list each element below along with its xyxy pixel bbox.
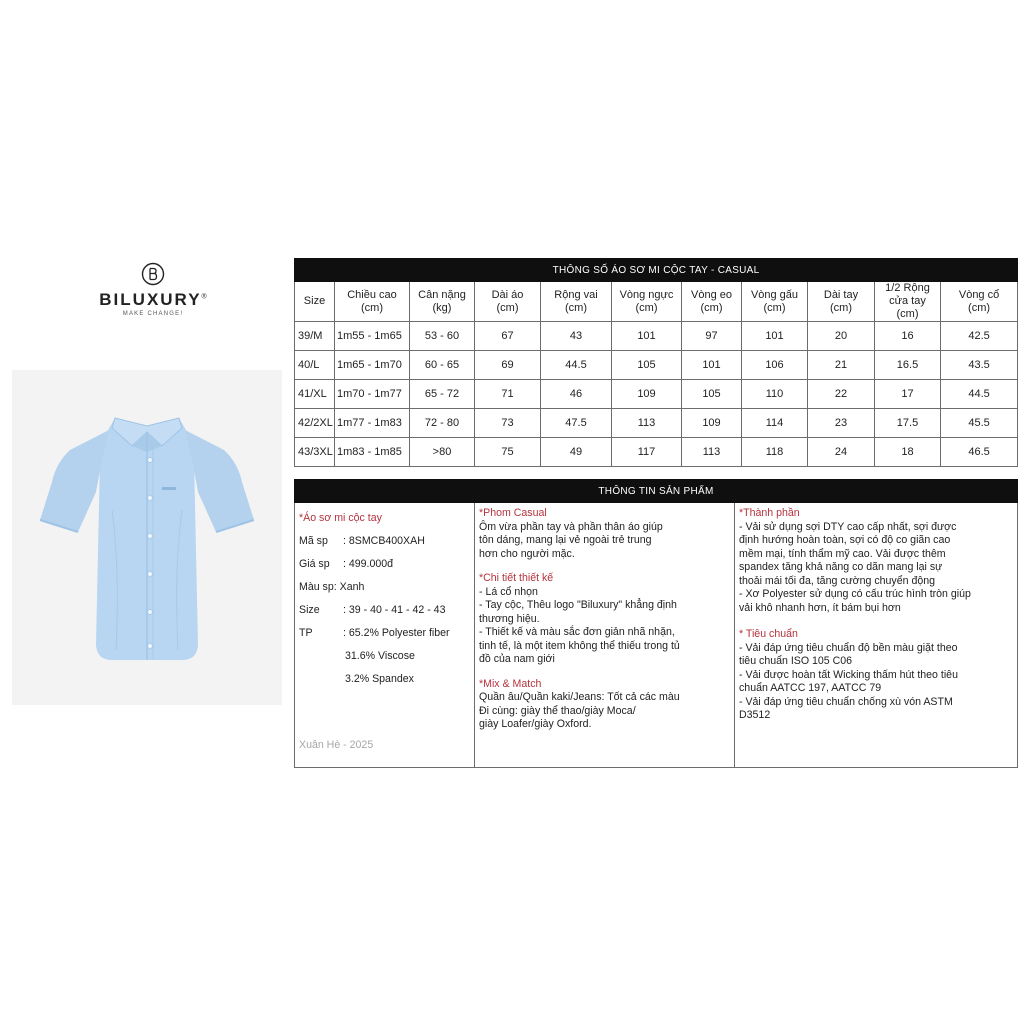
text-line: thương hiệu. xyxy=(479,612,540,625)
shirt-right-sleeve xyxy=(185,430,254,532)
text-line: định hướng hoàn toàn, sợi có độ co giãn cao xyxy=(739,534,951,546)
section-heading-standards: * Tiêu chuẩn xyxy=(739,628,798,640)
text-line: - Vải đáp ứng tiêu chuẩn chống xù vón ASTM xyxy=(739,695,953,708)
table-cell: 60 - 65 xyxy=(410,351,475,380)
table-cell: 110 xyxy=(742,380,808,409)
product-photo xyxy=(12,370,282,705)
product-code: Mã sp : 8SMCB400XAH xyxy=(299,535,425,547)
text-line: thoải mái tối đa, tăng cường chuyển động xyxy=(739,574,936,587)
table-cell: 44.5 xyxy=(541,351,612,380)
table-cell: 118 xyxy=(742,438,808,467)
table-cell: 101 xyxy=(682,351,742,380)
table-cell: 65 - 72 xyxy=(410,380,475,409)
text-line: tiêu chuẩn ISO 105 C06 xyxy=(739,655,853,667)
text-line: tôn dáng, mang lại vẻ ngoài trẻ trung xyxy=(479,534,652,546)
text-line: D3512 xyxy=(739,709,771,721)
table-cell: 113 xyxy=(682,438,742,467)
table-cell: 40/L xyxy=(295,351,335,380)
table-cell: 24 xyxy=(808,438,875,467)
size-spec-table xyxy=(294,258,1018,467)
table-cell: 1m83 - 1m85 xyxy=(335,438,410,467)
header-weight: Cân nặng (kg) xyxy=(410,282,475,322)
registered-mark: ® xyxy=(201,293,207,301)
text-line: hơn cho người mặc. xyxy=(479,547,575,560)
text-line: - Xơ Polyester sử dụng có cấu trúc hình tròn giúp xyxy=(739,588,971,600)
text-line: đồ của nam giới xyxy=(479,653,555,665)
table-cell: 44.5 xyxy=(941,380,1018,409)
section-heading-mix-match: *Mix & Match xyxy=(479,677,542,690)
product-material-line: 31.6% Viscose xyxy=(345,650,415,662)
brand-name: BILUXURY® xyxy=(99,290,207,309)
table-cell: 114 xyxy=(742,409,808,438)
table-cell: 47.5 xyxy=(541,409,612,438)
table-cell: 117 xyxy=(612,438,682,467)
text-line: Quần âu/Quần kaki/Jeans: Tốt cả các màu xyxy=(479,691,680,703)
size-table-title: THÔNG SỐ ÁO SƠ MI CỘC TAY - CASUAL xyxy=(295,259,1018,282)
table-cell: 20 xyxy=(808,322,875,351)
text-line: - Lá cổ nhọn xyxy=(479,585,538,598)
table-cell: >80 xyxy=(410,438,475,467)
chest-logo-icon xyxy=(162,487,176,490)
text-line: Đi cùng: giày thể thao/giày Moca/ xyxy=(479,704,636,717)
table-row xyxy=(295,409,1018,438)
product-color: Màu sp: Xanh xyxy=(299,581,365,593)
text-line: spandex tăng khả năng co dãn mang lại sự xyxy=(739,561,943,573)
table-cell: 1m77 - 1m83 xyxy=(335,409,410,438)
table-cell: 16 xyxy=(875,322,941,351)
size-table-header-row xyxy=(295,282,1018,322)
table-cell: 43.5 xyxy=(941,351,1018,380)
table-cell: 22 xyxy=(808,380,875,409)
header-sleeve-length: Dài tay (cm) xyxy=(808,282,875,322)
shirt-illustration xyxy=(12,370,282,705)
text-line: mềm mại, tính thẩm mỹ cao. Vải được thêm xyxy=(739,547,946,560)
header-size: Size xyxy=(295,282,335,322)
table-cell: 43/3XL xyxy=(295,438,335,467)
text-line: Ôm vừa phần tay và phần thân áo giúp xyxy=(479,520,663,533)
header-cuff-width: 1/2 Rộng cửa tay (cm) xyxy=(875,282,941,322)
section-heading-composition: *Thành phần xyxy=(739,507,800,519)
header-chest: Vòng ngực (cm) xyxy=(612,282,682,322)
table-cell: 16.5 xyxy=(875,351,941,380)
product-basic-info xyxy=(295,503,475,768)
table-cell: 1m55 - 1m65 xyxy=(335,322,410,351)
section-heading-fit: *Phom Casual xyxy=(479,507,547,519)
table-cell: 97 xyxy=(682,322,742,351)
product-name-heading: *Áo sơ mi cộc tay xyxy=(299,512,382,524)
text-line: giày Loafer/giày Oxford. xyxy=(479,718,592,730)
table-row xyxy=(295,351,1018,380)
table-cell: 105 xyxy=(682,380,742,409)
table-cell: 42.5 xyxy=(941,322,1018,351)
table-cell: 109 xyxy=(682,409,742,438)
text-line: - Thiết kế và màu sắc đơn giản nhã nhặn, xyxy=(479,626,675,638)
table-row xyxy=(295,380,1018,409)
text-line: chuẩn AATCC 197, AATCC 79 xyxy=(739,682,882,694)
table-cell: 101 xyxy=(612,322,682,351)
table-cell: 72 - 80 xyxy=(410,409,475,438)
text-line: - Vải đáp ứng tiêu chuẩn độ bền màu giặt theo xyxy=(739,641,958,654)
text-line: - Vải sử dụng sợi DTY cao cấp nhất, sợi được xyxy=(739,520,957,533)
header-waist: Vòng eo (cm) xyxy=(682,282,742,322)
product-price: Giá sp : 499.000đ xyxy=(299,558,394,570)
table-cell: 41/XL xyxy=(295,380,335,409)
table-cell: 45.5 xyxy=(941,409,1018,438)
brand-tagline: MAKE CHANGE! xyxy=(122,311,184,317)
table-cell: 106 xyxy=(742,351,808,380)
section-heading-design: *Chi tiết thiết kế xyxy=(479,572,554,584)
table-cell: 75 xyxy=(475,438,541,467)
table-cell: 46.5 xyxy=(941,438,1018,467)
product-info-title: THÔNG TIN SẢN PHẨM xyxy=(295,480,1018,503)
header-shoulder: Rộng vai (cm) xyxy=(541,282,612,322)
text-line: - Tay cộc, Thêu logo "Biluxury" khẳng định xyxy=(479,599,677,611)
table-cell: 17.5 xyxy=(875,409,941,438)
table-cell: 18 xyxy=(875,438,941,467)
product-material: TP : 65.2% Polyester fiber xyxy=(299,627,450,639)
text-line: tinh tế, là một item không thể thiếu trong tủ xyxy=(479,639,680,652)
table-row xyxy=(295,438,1018,467)
product-material-info xyxy=(735,503,1018,768)
header-length: Dài áo (cm) xyxy=(475,282,541,322)
table-cell: 1m70 - 1m77 xyxy=(335,380,410,409)
table-cell: 109 xyxy=(612,380,682,409)
header-height: Chiều cao (cm) xyxy=(335,282,410,322)
product-style-info xyxy=(475,503,735,768)
text-line: vải khô nhanh hơn, ít bám bụi hơn xyxy=(739,601,901,614)
table-row xyxy=(295,322,1018,351)
table-cell: 67 xyxy=(475,322,541,351)
table-cell: 42/2XL xyxy=(295,409,335,438)
shirt-left-sleeve xyxy=(40,430,109,532)
table-cell: 1m65 - 1m70 xyxy=(335,351,410,380)
table-cell: 105 xyxy=(612,351,682,380)
table-cell: 23 xyxy=(808,409,875,438)
table-cell: 21 xyxy=(808,351,875,380)
table-cell: 69 xyxy=(475,351,541,380)
table-cell: 49 xyxy=(541,438,612,467)
table-cell: 71 xyxy=(475,380,541,409)
table-cell: 53 - 60 xyxy=(410,322,475,351)
product-material-line: 3.2% Spandex xyxy=(345,673,414,685)
table-cell: 43 xyxy=(541,322,612,351)
brand-logo xyxy=(88,262,218,317)
table-cell: 39/M xyxy=(295,322,335,351)
header-neck: Vòng cổ (cm) xyxy=(941,282,1018,322)
table-cell: 73 xyxy=(475,409,541,438)
table-cell: 101 xyxy=(742,322,808,351)
product-season: Xuân Hè - 2025 xyxy=(299,739,374,751)
table-cell: 113 xyxy=(612,409,682,438)
table-cell: 17 xyxy=(875,380,941,409)
brand-monogram-icon xyxy=(141,262,165,286)
product-sizes: Size : 39 - 40 - 41 - 42 - 43 xyxy=(299,604,446,616)
table-cell: 46 xyxy=(541,380,612,409)
product-info-table xyxy=(294,479,1018,768)
text-line: - Vải được hoàn tất Wicking thấm hút theo tiêu xyxy=(739,668,958,681)
header-hem: Vòng gấu (cm) xyxy=(742,282,808,322)
